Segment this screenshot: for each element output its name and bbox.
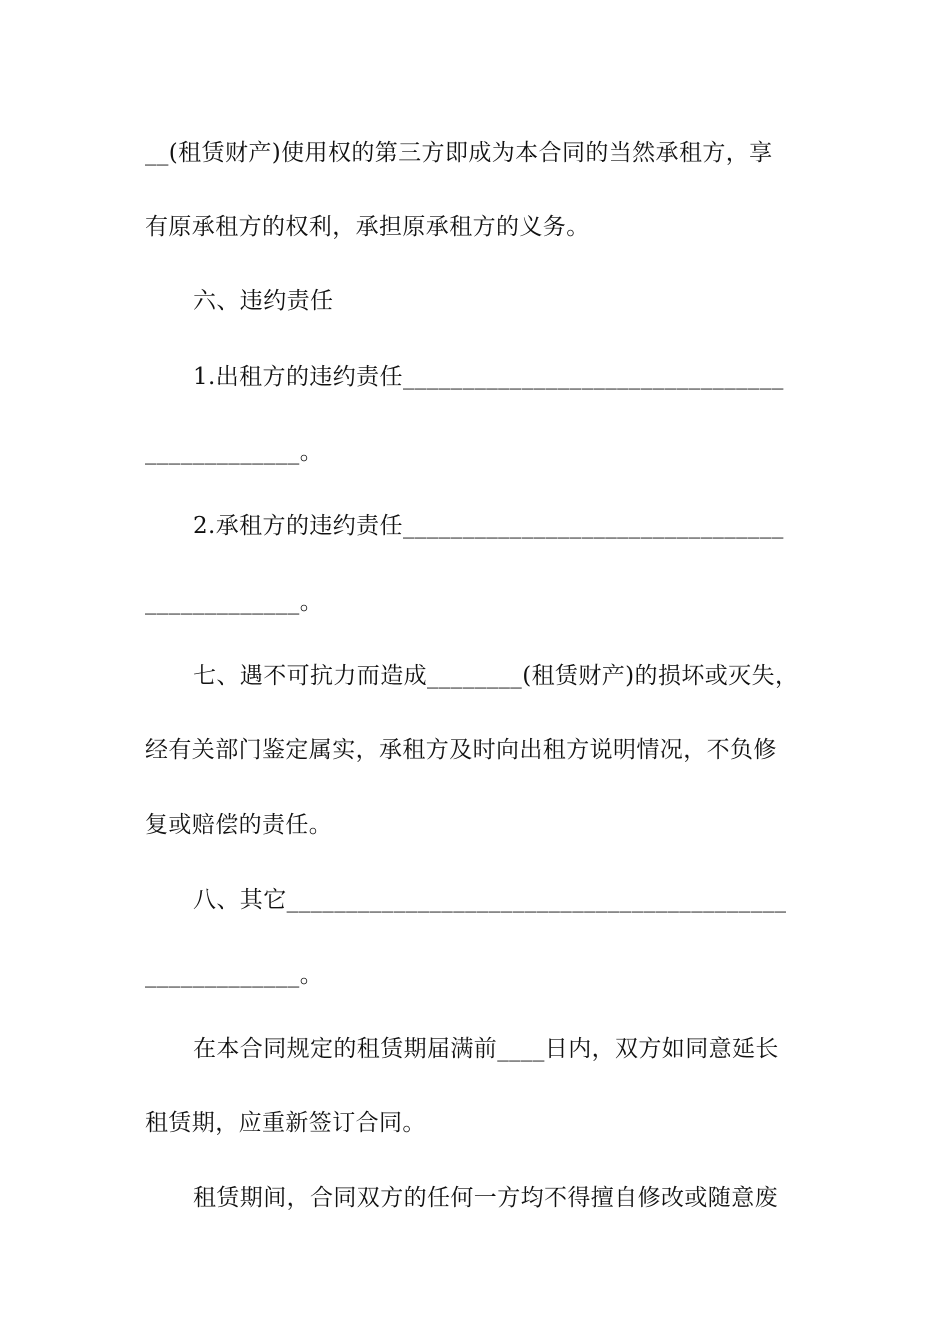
section-heading-breach-liability: 六、违约责任: [193, 288, 334, 314]
paragraph-line: 复或赔偿的责任。: [145, 812, 333, 838]
paragraph-line: 有原承租方的权利，承担原承租方的义务。: [145, 214, 590, 240]
blank-continuation-line: _____________。: [145, 439, 324, 465]
section-heading-force-majeure: 七、遇不可抗力而造成________(租赁财产)的损坏或灭失，: [193, 663, 799, 689]
paragraph-line: __(租赁财产)使用权的第三方即成为本合同的当然承租方，享: [145, 140, 773, 166]
paragraph-modification: 租赁期间，合同双方的任何一方均不得擅自修改或随意废: [193, 1185, 778, 1211]
paragraph-line: 租赁期，应重新签订合同。: [145, 1110, 426, 1136]
clause-lessor-liability: 1.出租方的违约责任________________________________: [193, 364, 784, 390]
blank-continuation-line: _____________。: [145, 962, 324, 988]
paragraph-line: 经有关部门鉴定属实，承租方及时向出租方说明情况，不负修: [145, 737, 777, 763]
paragraph-renewal: 在本合同规定的租赁期届满前____日内，双方如同意延长: [193, 1036, 779, 1062]
blank-continuation-line: _____________。: [145, 589, 324, 615]
section-heading-other: 八、其它__________________________________________: [193, 887, 787, 913]
clause-lessee-liability: 2.承租方的违约责任________________________________: [193, 513, 784, 539]
